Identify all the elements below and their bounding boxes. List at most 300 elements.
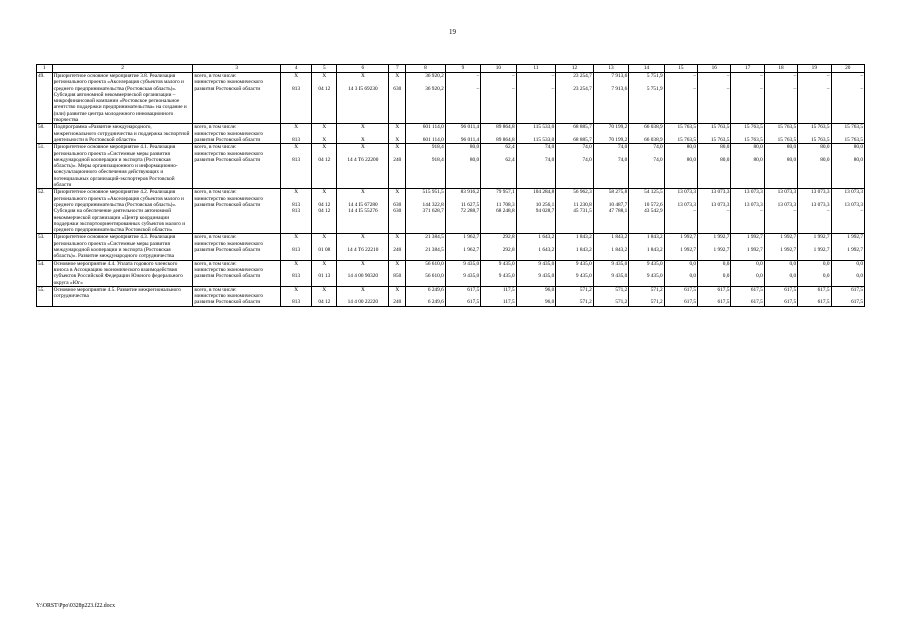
csr-cell-line: X (360, 234, 365, 241)
amount-cell-line: 11 708,3 (496, 201, 515, 208)
grbs-cell-line: X (294, 234, 299, 241)
amount-cell-line: 617,5 (684, 299, 697, 306)
activity-name: Основное мероприятие 4.4. Уплата годового членского взноса в Ассоциацию экономического взаимодействия субъектов Российской Федерации Южного федерального округа «Юг» (52, 260, 193, 286)
amount-cell-line: 62,4 (505, 144, 515, 151)
amount-cell (731, 124, 764, 144)
amount-cell (406, 73, 446, 124)
amount-cell (831, 260, 865, 286)
amount-cell (698, 144, 731, 189)
amount-cell (481, 124, 516, 144)
amount-cell (481, 234, 516, 260)
amount-cell-line: – (826, 85, 830, 92)
amount-cell-line: 72 288,7 (460, 208, 480, 215)
executor-cell-line: всего, в том числе: (194, 260, 237, 267)
activity-name: Приоритетное основное мероприятие 4.1. Реализация регионального проекта «Системные меры развития международной кооперации и экспорта (Ростовская область)». Меры организационного и информационно-консультационного обеспечения действующих и потенциальных организаций-экспортеров Ростовской области (52, 144, 193, 189)
executor-cell-line: всего, в том числе: (194, 286, 237, 293)
amount-cell-line: 7 913,6 (611, 85, 628, 92)
executor-cell-line: министерство экономического развития Ростовской области (194, 266, 263, 280)
amount-cell-line: 15 763,5 (844, 124, 863, 131)
column-header: 11 (516, 65, 556, 73)
executor-cell-line: министерство экономического развития Ростовской области (194, 130, 263, 143)
amount-cell (798, 73, 831, 124)
executor-cell-line: всего, в том числе: (194, 189, 237, 196)
grbs-cell (281, 144, 312, 189)
amount-cell-line: 1 843,2 (646, 247, 663, 254)
amount-cell-line: 918,4 (431, 156, 444, 163)
amount-cell-line: 617,5 (467, 299, 480, 306)
amount-cell-line: 9 435,0 (575, 273, 592, 280)
amount-cell (731, 260, 764, 286)
amount-cell-line: 15 763,5 (777, 136, 797, 143)
amount-cell-line: 9 435,0 (463, 273, 480, 280)
amount-cell (831, 124, 865, 144)
amount-cell-line: 15 763,5 (744, 136, 763, 143)
amount-cell-line: 80,0 (753, 144, 763, 151)
csr-cell-line: X (360, 73, 365, 79)
csr-cell-line: 14 3 I5 69230 (348, 85, 378, 92)
amount-cell (764, 286, 797, 306)
amount-cell-line: 9 435,0 (463, 260, 480, 267)
amount-cell (731, 286, 764, 306)
amount-cell (698, 73, 731, 124)
column-header: 19 (798, 65, 831, 73)
amount-cell-line: 5 751,9 (646, 73, 663, 79)
amount-cell-line: 10 487,7 (608, 201, 628, 208)
amount-cell-line: 13 073,3 (844, 201, 863, 208)
amount-cell (445, 260, 480, 286)
amount-cell (664, 144, 697, 189)
amount-cell-line: 70 199,2 (608, 136, 628, 143)
executor-cell-line: министерство экономического развития Ростовской области (194, 293, 263, 306)
amount-cell-line: 1 843,2 (611, 247, 628, 254)
amount-cell-line: 115 533,0 (533, 124, 555, 131)
amount-cell-line: 74,0 (617, 156, 628, 163)
amount-cell-line: 79 957,1 (496, 189, 515, 196)
amount-cell-line: 571,2 (615, 286, 628, 293)
rzpr-cell-line: X (322, 286, 327, 293)
amount-cell (831, 234, 865, 260)
activity-name: Приоритетное основное мероприятие 3.8. Реализация регионального проекта «Акселерация субъектов малого и среднего предпринимательства (Ростовская область)». Субсидия автономной некоммерческой организации – микрофинансовой компании «Ростовское региональное агентство поддержки предпринимательства» на создание и (или) развитие центра молодежного инновационного творчества (52, 73, 193, 124)
csr-cell (337, 73, 389, 124)
amount-cell-line: 21 384,5 (425, 234, 444, 241)
rzpr-cell (312, 286, 337, 306)
amount-cell (406, 189, 446, 234)
amount-cell (556, 124, 594, 144)
amount-cell (556, 234, 594, 260)
column-header: 17 (731, 65, 764, 73)
amount-cell-line: – (793, 85, 797, 92)
amount-cell-line: 601 114,0 (422, 124, 444, 131)
amount-cell-line: 0,0 (722, 260, 730, 267)
rzpr-cell-line: X (322, 136, 327, 143)
csr-cell-line: 14 4 T6 22210 (347, 247, 379, 254)
vr-cell-line: X (395, 286, 400, 293)
amount-cell-line: 56 610,0 (425, 273, 444, 280)
table-body (37, 65, 865, 307)
amount-cell-line: 9 435,0 (646, 260, 663, 267)
amount-cell-line: 571,2 (579, 286, 592, 293)
grbs-cell-line: 813 (292, 247, 301, 254)
amount-cell-line: 96 011,4 (460, 124, 480, 131)
amount-cell-line: 9 435,0 (538, 273, 555, 280)
rzpr-cell (312, 144, 337, 189)
vr-cell-line: X (395, 136, 400, 143)
amount-cell-line: 13 073,3 (777, 189, 797, 196)
amount-cell-line: 13 073,3 (777, 201, 797, 208)
amount-cell-line: 68 885,7 (573, 124, 592, 131)
amount-cell (731, 73, 764, 124)
csr-cell (337, 234, 389, 260)
amount-cell-line: – (860, 208, 863, 215)
amount-cell (629, 286, 664, 306)
rzpr-cell (312, 189, 337, 234)
amount-cell (516, 260, 556, 286)
vr-cell-line: X (395, 144, 400, 151)
amount-cell (593, 73, 628, 124)
vr-cell (389, 124, 406, 144)
amount-cell-line: 80,0 (686, 156, 697, 163)
amount-cell-line: 617,5 (717, 286, 730, 293)
rzpr-cell-line: X (322, 234, 327, 241)
row-number: 55. (37, 286, 53, 306)
amount-cell-line: 96,0 (544, 299, 555, 306)
amount-cell-line: 1 992,7 (713, 234, 730, 241)
amount-cell-line: 13 073,3 (810, 201, 830, 208)
executor-cell-line: всего, в том числе: (194, 234, 237, 241)
executor-cell (193, 73, 281, 124)
table-row (37, 73, 865, 124)
amount-cell-line: 66 038,9 (644, 124, 663, 131)
amount-cell-line: 47 788,1 (608, 208, 628, 215)
amount-cell-line: 0,0 (756, 260, 763, 267)
amount-cell-line: 74,0 (544, 144, 555, 151)
csr-cell (337, 124, 389, 144)
amount-cell-line: 9 435,0 (611, 260, 628, 267)
amount-cell-line: 36 920,2 (425, 73, 444, 79)
grbs-cell-line: X (294, 144, 299, 151)
amount-cell-line: 1 843,2 (646, 234, 663, 241)
grbs-cell-line: X (294, 124, 299, 131)
executor-cell-line: всего, в том числе: (194, 73, 237, 79)
amount-cell-line: 0,0 (822, 273, 830, 280)
row-number: 49. (37, 73, 53, 124)
rzpr-cell-line: X (322, 260, 327, 267)
amount-cell-line: – (476, 85, 480, 92)
vr-cell (389, 234, 406, 260)
table-row (37, 234, 865, 260)
amount-cell-line: 74,0 (617, 144, 628, 151)
amount-cell-line: 80,0 (720, 156, 730, 163)
amount-cell-line: 617,5 (817, 299, 830, 306)
amount-cell (664, 124, 697, 144)
amount-cell (406, 260, 446, 286)
amount-cell-line: 68 885,7 (573, 136, 592, 143)
amount-cell-line: 43 542,9 (644, 208, 663, 215)
grbs-cell (281, 286, 312, 306)
amount-cell (445, 144, 480, 189)
column-header: 16 (698, 65, 731, 73)
csr-cell-line: X (360, 260, 365, 267)
csr-cell (337, 144, 389, 189)
amount-cell-line: 617,5 (784, 286, 797, 293)
amount-cell (664, 260, 697, 286)
amount-cell-line: 74,0 (582, 156, 592, 163)
amount-cell (593, 234, 628, 260)
amount-cell-line: 45 731,5 (573, 208, 592, 215)
executor-cell-line: министерство экономического развития Ростовской области (194, 195, 263, 208)
amount-cell-line: 15 763,5 (710, 124, 730, 131)
amount-cell (664, 286, 697, 306)
vr-cell-line: 240 (393, 156, 402, 163)
executor-cell-line: министерство экономического развития Ростовской области (194, 150, 263, 163)
amount-cell (629, 73, 664, 124)
amount-cell-line: 13 073,3 (710, 201, 730, 208)
column-header: 8 (406, 65, 446, 73)
amount-cell (831, 189, 865, 234)
header-row (37, 65, 865, 73)
amount-cell-line: 1 992,7 (746, 234, 763, 241)
amount-cell-line: 6 249,6 (427, 286, 444, 293)
amount-cell-line: 9 435,0 (575, 260, 592, 267)
amount-cell (798, 286, 831, 306)
amount-cell-line: 74,0 (653, 144, 663, 151)
amount-cell (831, 73, 865, 124)
grbs-cell-line: 813 (292, 136, 301, 143)
grbs-cell-line: X (294, 286, 299, 293)
amount-cell-line: – (726, 73, 730, 79)
csr-cell-line: X (360, 136, 365, 143)
csr-cell (337, 189, 389, 234)
amount-cell-line: 58 275,8 (608, 189, 628, 196)
amount-cell-line: – (793, 208, 797, 215)
amount-cell-line: 0,0 (722, 273, 730, 280)
csr-cell-line: 14 4 00 90320 (347, 273, 379, 280)
grbs-cell (281, 234, 312, 260)
amount-cell-line: 9 435,0 (538, 260, 555, 267)
amount-cell-line: – (476, 73, 480, 79)
vr-cell (389, 144, 406, 189)
vr-cell-line: 630 (393, 208, 402, 215)
amount-cell-line: 80,0 (786, 156, 797, 163)
csr-cell-line: X (360, 144, 365, 151)
amount-cell-line: 15 763,5 (744, 124, 763, 131)
amount-cell-line: – (551, 85, 555, 92)
vr-cell-line: X (395, 124, 400, 131)
amount-cell-line: 144 322,8 (422, 201, 444, 208)
amount-cell-line: 0,0 (822, 260, 830, 267)
amount-cell-line: 80,0 (469, 156, 480, 163)
amount-cell-line: 54 125,5 (644, 189, 663, 196)
table-row (37, 189, 865, 234)
amount-cell-line: – (860, 73, 863, 79)
rzpr-cell-line: 04 12 (318, 208, 331, 215)
amount-cell-line: 571,2 (579, 299, 592, 306)
column-header: 6 (337, 65, 389, 73)
vr-cell (389, 260, 406, 286)
amount-cell-line: 94 028,7 (535, 208, 555, 215)
amount-cell-line: – (760, 208, 763, 215)
table-row (37, 124, 865, 144)
amount-cell-line: 89 864,8 (496, 136, 515, 143)
page-number: 19 (449, 28, 456, 36)
amount-cell-line: 9 435,0 (498, 260, 515, 267)
grbs-cell (281, 124, 312, 144)
amount-cell-line: 6 249,6 (427, 299, 444, 306)
amount-cell (556, 144, 594, 189)
amount-cell (798, 124, 831, 144)
amount-cell-line: – (551, 73, 555, 79)
amount-cell (731, 144, 764, 189)
rzpr-cell (312, 124, 337, 144)
amount-cell (798, 189, 831, 234)
amount-cell-line: 1 992,7 (847, 247, 863, 254)
amount-cell-line: 1 643,2 (538, 234, 555, 241)
amount-cell (481, 189, 516, 234)
amount-cell-line: – (793, 73, 797, 79)
amount-cell-line: 601 114,0 (422, 136, 444, 143)
amount-cell-line: 1 992,7 (713, 247, 730, 254)
amount-cell (664, 234, 697, 260)
amount-cell (445, 286, 480, 306)
grbs-cell-line: 813 (292, 299, 301, 306)
executor-cell-line: министерство экономического развития Ростовской области (194, 79, 263, 92)
column-header: 20 (831, 65, 865, 73)
vr-cell-line: 240 (393, 299, 402, 306)
amount-cell-line: 15 763,5 (777, 124, 797, 131)
column-header: 1 (37, 65, 53, 73)
amount-cell (798, 234, 831, 260)
amount-cell (516, 286, 556, 306)
amount-cell-line: 66 038,9 (644, 136, 663, 143)
amount-cell-line: 0,0 (856, 260, 863, 267)
csr-cell-line: 14 4 I5 67280 (348, 201, 378, 208)
csr-cell-line: X (360, 124, 365, 131)
amount-cell (445, 124, 480, 144)
amount-cell-line: 56 610,0 (425, 260, 444, 267)
amount-cell (516, 234, 556, 260)
grbs-cell (281, 73, 312, 124)
column-header: 10 (481, 65, 516, 73)
amount-cell-line: 571,2 (615, 299, 628, 306)
amount-cell (698, 260, 731, 286)
amount-cell-line: 7 913,6 (611, 73, 628, 79)
amount-cell-line: 617,5 (750, 286, 763, 293)
amount-cell (406, 144, 446, 189)
amount-cell-line: 617,5 (817, 286, 830, 293)
rzpr-cell-line: X (322, 189, 327, 196)
rzpr-cell-line: X (322, 124, 327, 131)
column-header: 3 (193, 65, 281, 73)
csr-cell-line: X (360, 286, 365, 293)
amount-cell-line: 13 073,3 (744, 189, 763, 196)
amount-cell-line: 11 627,5 (460, 201, 480, 208)
amount-cell-line: 36 920,2 (425, 85, 444, 92)
table-row (37, 144, 865, 189)
amount-cell-line: 117,5 (502, 286, 515, 293)
vr-cell (389, 286, 406, 306)
grbs-cell (281, 260, 312, 286)
amount-cell (481, 144, 516, 189)
amount-cell (516, 124, 556, 144)
amount-cell-line: 571,2 (650, 286, 663, 293)
grbs-cell-line: X (294, 189, 299, 196)
amount-cell-line: 11 230,8 (573, 201, 592, 208)
rzpr-cell-line: 01 08 (318, 247, 331, 254)
csr-cell-line: 14 4 I5 55276 (348, 208, 378, 215)
amount-cell-line: 13 073,3 (710, 189, 730, 196)
executor-cell (193, 144, 281, 189)
amount-cell (406, 234, 446, 260)
rzpr-cell-line: 04 12 (318, 85, 331, 92)
amount-cell-line: 15 763,5 (677, 136, 697, 143)
amount-cell (731, 189, 764, 234)
amount-cell-line: 80,0 (753, 156, 763, 163)
amount-cell (698, 234, 731, 260)
amount-cell-line: 13 073,3 (810, 189, 830, 196)
grbs-cell (281, 189, 312, 234)
amount-cell-line: 1 992,7 (813, 247, 830, 254)
vr-cell-line: X (395, 234, 400, 241)
amount-cell-line: 15 763,5 (844, 136, 863, 143)
amount-cell-line: 617,5 (684, 286, 697, 293)
rzpr-cell (312, 260, 337, 286)
amount-cell-line: 292,8 (502, 234, 515, 241)
amount-cell-line: 918,4 (431, 144, 444, 151)
activity-name: Основное мероприятие 4.5. Развитие межрегионального сотрудничества (52, 286, 193, 306)
amount-cell-line: 515 951,5 (422, 189, 444, 196)
amount-cell-line: 15 763,5 (810, 124, 830, 131)
rzpr-cell (312, 73, 337, 124)
amount-cell (593, 124, 628, 144)
amount-cell-line: 23 254,7 (573, 73, 592, 79)
amount-cell-line: – (826, 73, 830, 79)
amount-cell-line: – (511, 73, 515, 79)
amount-cell-line: 9 435,0 (498, 273, 515, 280)
amount-cell-line: 117,5 (502, 299, 515, 306)
amount-cell (764, 124, 797, 144)
amount-cell-line: 292,8 (502, 247, 515, 254)
amount-cell-line: 9 435,0 (646, 273, 663, 280)
amount-cell-line: 13 073,3 (844, 189, 863, 196)
amount-cell-line: 1 962,7 (463, 234, 480, 241)
amount-cell (481, 73, 516, 124)
csr-cell-line: 14 4 T6 22200 (347, 156, 379, 163)
amount-cell-line: 74,0 (653, 156, 663, 163)
executor-cell-line: всего, в том числе: (194, 144, 237, 151)
amount-cell-line: – (826, 208, 830, 215)
column-header: 4 (281, 65, 312, 73)
amount-cell-line: 10 572,6 (644, 201, 663, 208)
amount-cell (445, 73, 480, 124)
amount-cell (516, 73, 556, 124)
amount-cell-line: 70 199,2 (608, 124, 628, 131)
vr-cell-line: 630 (393, 85, 402, 92)
rzpr-cell (312, 234, 337, 260)
amount-cell-line: 15 763,5 (810, 136, 830, 143)
amount-cell-line: 0,0 (856, 273, 863, 280)
amount-cell-line: 23 254,7 (573, 85, 592, 92)
rzpr-cell-line: X (322, 73, 327, 79)
vr-cell-line: X (395, 260, 400, 267)
vr-cell-line: X (395, 73, 400, 79)
amount-cell (481, 286, 516, 306)
amount-cell-line: – (726, 85, 730, 92)
amount-cell-line: 80,0 (720, 144, 730, 151)
executor-cell (193, 124, 281, 144)
amount-cell-line: 1 992,7 (680, 234, 697, 241)
amount-cell-line: 80,0 (853, 144, 863, 151)
activity-name: Подпрограмма «Развитие международного, межрегионального сотрудничества и поддержка экспортной деятельности в Ростовской области» (52, 124, 193, 144)
